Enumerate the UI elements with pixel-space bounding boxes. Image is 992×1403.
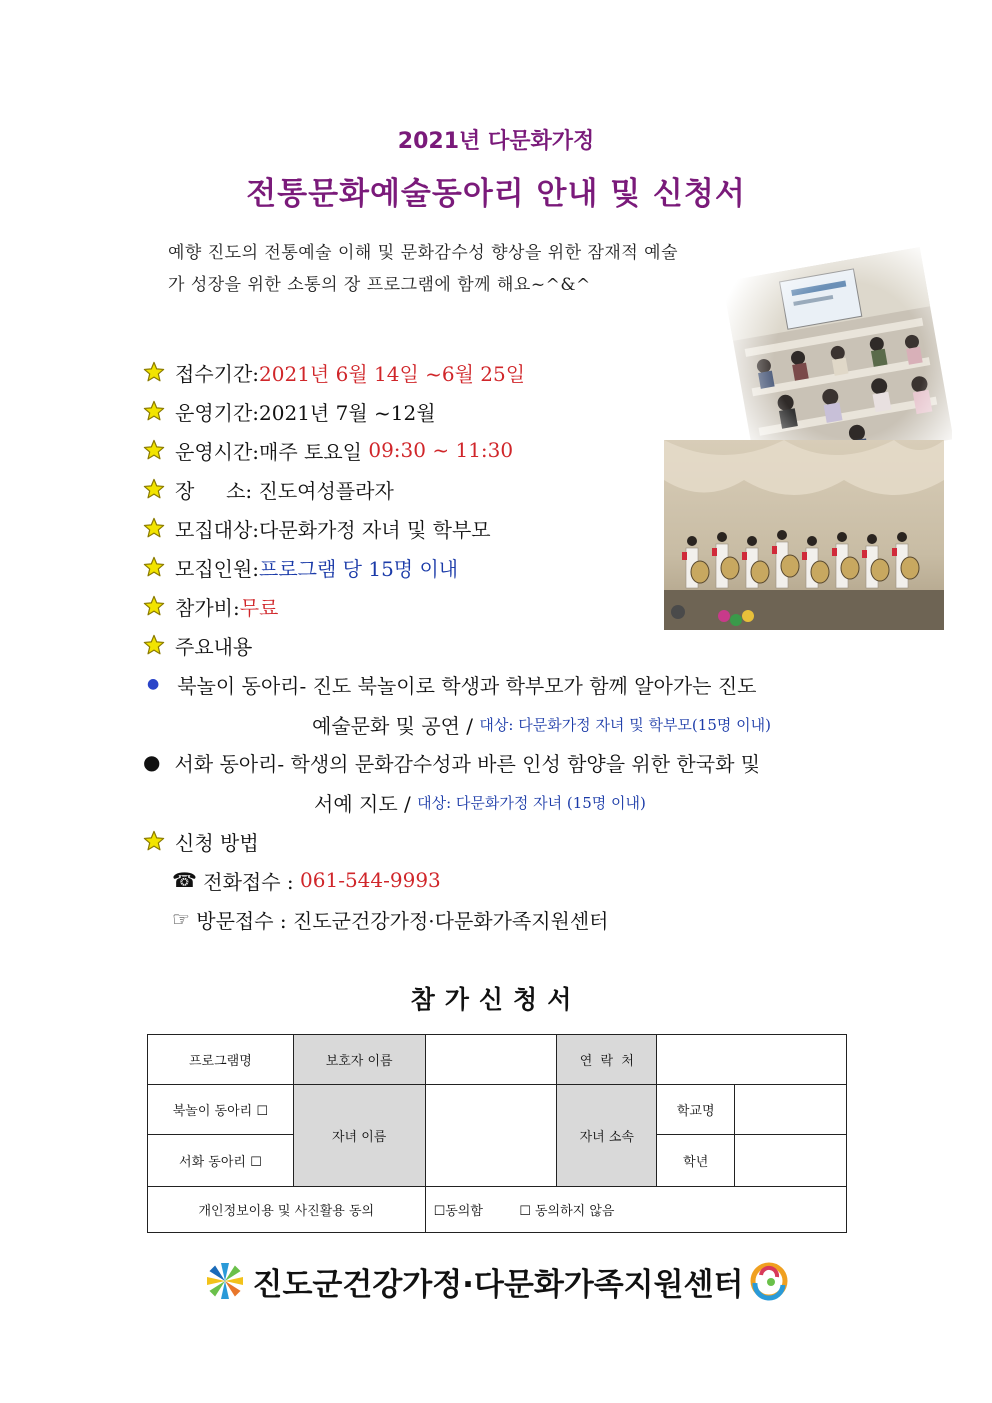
operation-time-day: 매주 토요일	[259, 439, 369, 464]
operation-time-row	[143, 434, 513, 466]
star-icon	[143, 478, 165, 500]
consent-header: 개인정보이용 및 사진활용 동의	[148, 1187, 426, 1233]
bullet-icon: ●	[147, 676, 160, 692]
pinwheel-logo-icon	[203, 1259, 247, 1303]
reception-period-value: 2021년 6월 14일 ~6월 25일	[259, 361, 526, 386]
operation-time-value: 09:30 ~ 11:30	[368, 438, 514, 462]
consent-yes-checkbox[interactable]: ☐동의함	[433, 1204, 483, 1219]
operation-period-row	[143, 395, 436, 427]
operation-period-label: 운영기간:	[175, 400, 260, 425]
phone-apply-label: 전화접수 :	[196, 869, 301, 894]
intro-line-2: 가 성장을 위한 소통의 장 프로그램에 함께 해요~^&^	[168, 275, 591, 295]
phone-number[interactable]: 061-544-9993	[300, 868, 441, 892]
pointing-hand-icon: ☞	[172, 907, 190, 931]
apply-method-label: 신청 방법	[175, 830, 259, 855]
apply-method-row	[143, 825, 259, 857]
contact-header: 연 락 처	[557, 1035, 657, 1085]
fee-label: 참가비:	[175, 595, 240, 620]
consent-no-checkbox[interactable]: ☐ 동의하지 않음	[519, 1204, 615, 1219]
reception-period-row	[143, 356, 525, 388]
school-name-header: 학교명	[657, 1085, 735, 1135]
star-icon	[143, 439, 165, 461]
star-icon	[143, 634, 165, 656]
place-row	[143, 473, 394, 505]
footer-logo	[0, 1258, 992, 1304]
program-drum-line1	[143, 668, 756, 700]
program-calligraphy-line1	[143, 746, 760, 778]
visit-apply-row	[172, 903, 609, 935]
fee-row	[143, 590, 278, 622]
phone-icon: ☎	[172, 868, 197, 892]
main-title: 전통문화예술동아리 안내 및 신청서	[246, 176, 746, 212]
recruit-target-value: 다문화가정 자녀 및 학부모	[259, 517, 491, 542]
phone-apply-row	[172, 864, 441, 896]
program-drum-description-cont: 예술문화 및 공연 /	[312, 713, 480, 738]
swirl-logo-icon	[749, 1261, 789, 1301]
program-calligraphy-line2	[314, 786, 646, 818]
program-calligraphy-description: 서화 동아리- 학생의 문화감수성과 바른 인성 함양을 위한 한국화 및	[174, 751, 761, 776]
place-value: 진도여성플라자	[258, 478, 394, 503]
calligraphy-club-checkbox[interactable]: 서화 동아리 ☐	[148, 1135, 294, 1187]
form-title: 참가신청서	[410, 985, 582, 1014]
child-affiliation-header: 자녀 소속	[557, 1085, 657, 1187]
school-name-field[interactable]	[735, 1085, 847, 1135]
child-name-header: 자녀 이름	[293, 1085, 425, 1187]
visit-apply-label: 방문접수 : 진도군건강가정·다문화가족지원센터	[189, 908, 609, 933]
program-name-header: 프로그램명	[148, 1035, 294, 1085]
recruit-target-row	[143, 512, 491, 544]
intro-line-1: 예향 진도의 전통예술 이해 및 문화감수성 향상을 위한 잠재적 예술	[168, 243, 679, 263]
guardian-name-header: 보호자 이름	[293, 1035, 425, 1085]
program-drum-line2	[312, 708, 771, 740]
recruit-target-label: 모집대상:	[175, 517, 260, 542]
bullet-icon: ●	[143, 750, 161, 774]
star-icon	[143, 517, 165, 539]
guardian-name-field[interactable]	[425, 1035, 557, 1085]
main-content-label: 주요내용	[175, 634, 253, 659]
grade-field[interactable]	[735, 1135, 847, 1187]
reception-period-label: 접수기간:	[175, 361, 260, 386]
drum-club-checkbox[interactable]: 북놀이 동아리 ☐	[148, 1085, 294, 1135]
application-form-table	[147, 1034, 847, 1233]
recruit-capacity-value: 프로그램 당 15명 이내	[259, 556, 459, 581]
year-title: 2021년 다문화가정	[397, 129, 595, 154]
main-content-row	[143, 629, 252, 661]
consent-options	[425, 1187, 846, 1233]
fee-value: 무료	[239, 595, 279, 620]
star-icon	[143, 830, 165, 852]
star-icon	[143, 400, 165, 422]
performance-photo	[664, 440, 944, 630]
operation-period-value: 2021년 7월 ~12월	[259, 400, 436, 425]
grade-header: 학년	[657, 1135, 735, 1187]
footer-org-name: 진도군건강가정·다문화가족지원센터	[252, 1266, 744, 1303]
star-icon	[143, 361, 165, 383]
program-drum-target: 대상: 다문화가정 자녀 및 학부모(15명 이내)	[479, 715, 771, 734]
program-calligraphy-target: 대상: 다문화가정 자녀 (15명 이내)	[417, 793, 646, 812]
child-name-field[interactable]	[425, 1085, 557, 1187]
star-icon	[143, 556, 165, 578]
operation-time-label: 운영시간:	[175, 439, 260, 464]
program-calligraphy-description-cont: 서예 지도 /	[314, 791, 418, 816]
star-icon	[143, 595, 165, 617]
program-drum-description: 북놀이 동아리- 진도 북놀이로 학생과 학부모가 함께 알아가는 진도	[177, 673, 757, 698]
recruit-capacity-label: 모집인원:	[175, 556, 260, 581]
contact-field[interactable]	[657, 1035, 847, 1085]
recruit-capacity-row	[143, 551, 458, 583]
place-label: 장 소:	[175, 478, 259, 503]
